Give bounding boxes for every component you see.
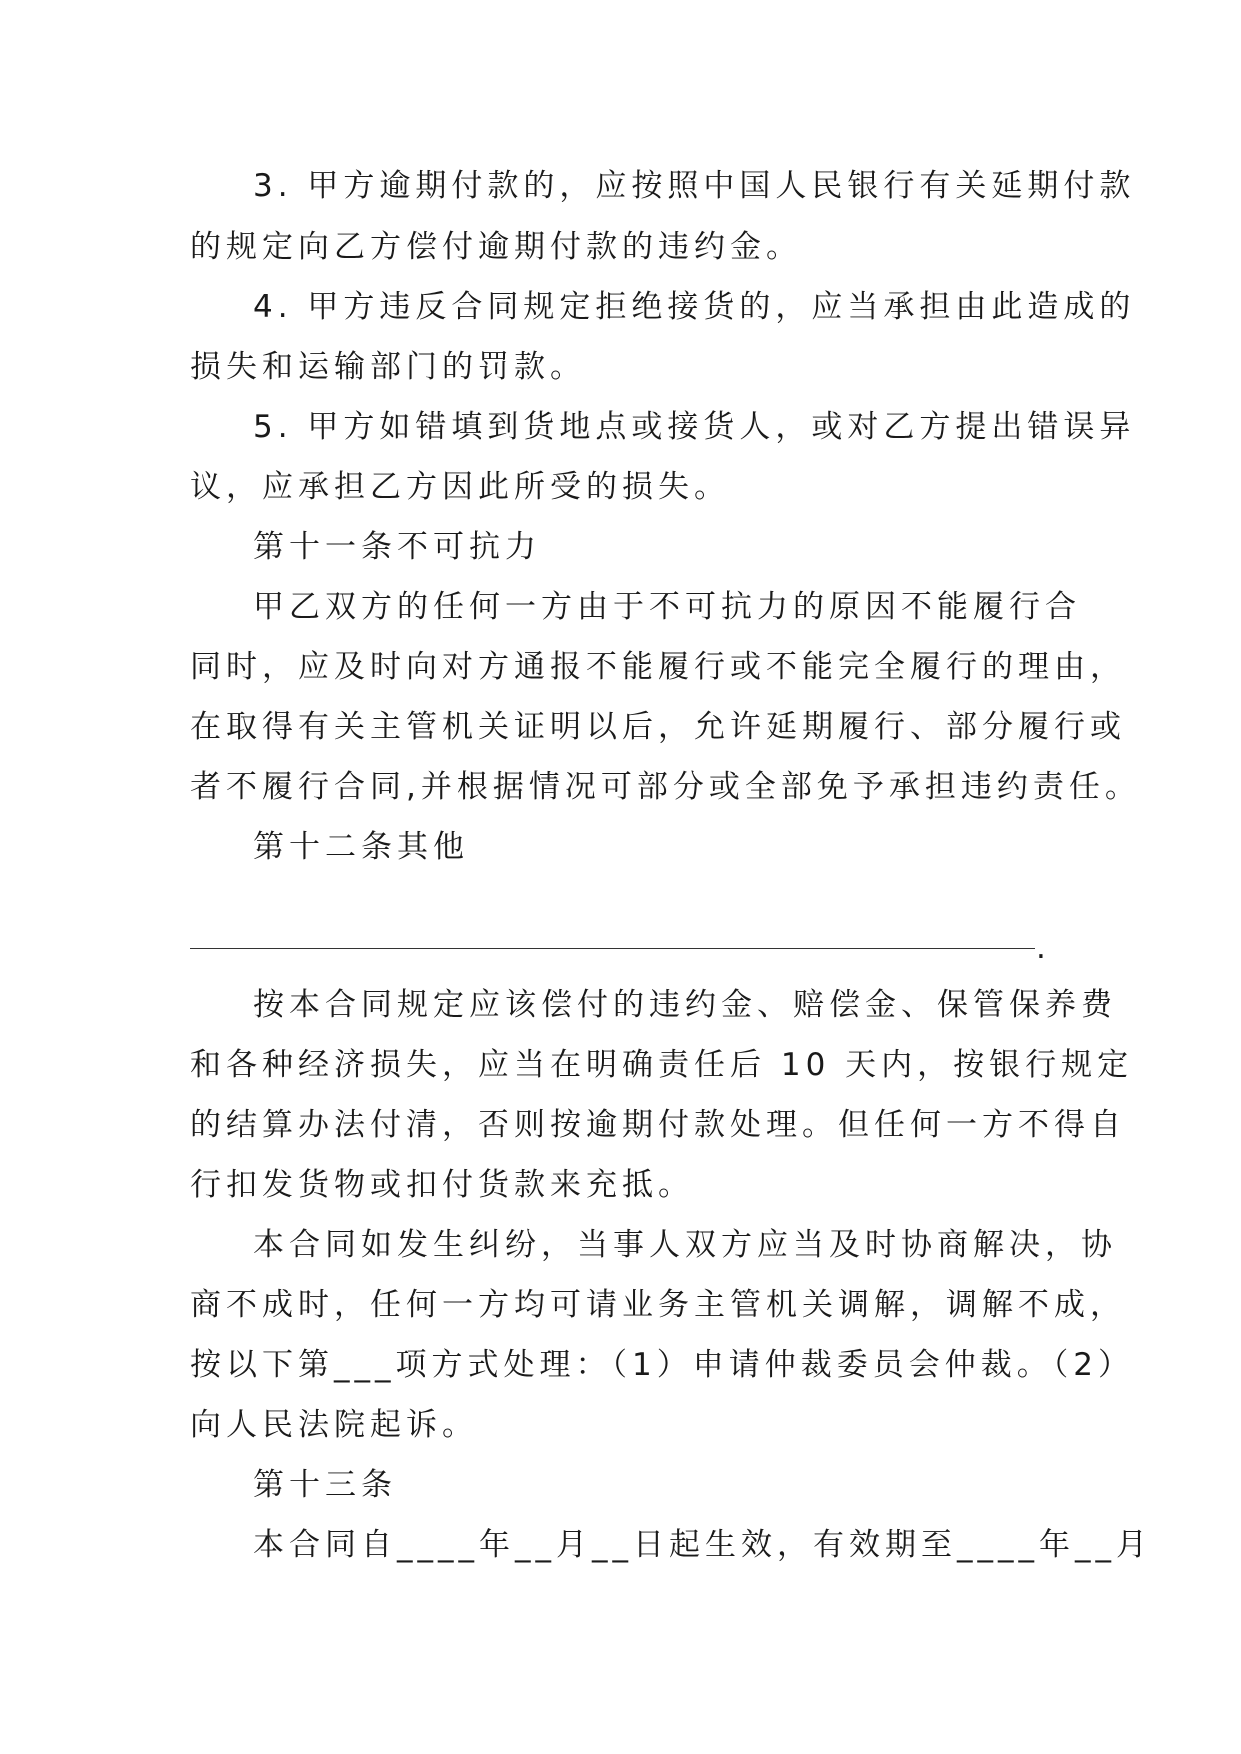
text-line: 损失和运输部门的罚款。: [190, 349, 586, 385]
text-line: 5. 甲方如错填到货地点或接货人，或对乙方提出错误异: [253, 409, 1136, 445]
text-line: 行扣发货物或扣付货款来充抵。: [190, 1167, 694, 1203]
blank-line-end: .: [1036, 930, 1046, 966]
text-line: 本合同如发生纠纷，当事人双方应当及时协商解决，协: [253, 1227, 1117, 1263]
section-heading: 第十一条不可抗力: [253, 529, 541, 565]
text-line: 按以下第___项方式处理：（1）申请仲裁委员会仲裁。（2）: [190, 1347, 1134, 1383]
text-line: 议，应承担乙方因此所受的损失。: [190, 469, 730, 505]
text-line: 的规定向乙方偿付逾期付款的违约金。: [190, 229, 802, 265]
text-line: 按本合同规定应该偿付的违约金、赔偿金、保管保养费: [253, 987, 1117, 1023]
text-line: 甲乙双方的任何一方由于不可抗力的原因不能履行合: [253, 589, 1081, 625]
text-line: 向人民法院起诉。: [190, 1407, 478, 1443]
text-line: 的结算办法付清，否则按逾期付款处理。但任何一方不得自: [190, 1107, 1126, 1143]
text-line: 和各种经济损失，应当在明确责任后 10 天内，按银行规定: [190, 1047, 1134, 1083]
section-heading: 第十三条: [253, 1467, 397, 1503]
text-line: 商不成时，任何一方均可请业务主管机关调解，调解不成，: [190, 1287, 1126, 1323]
text-line: 在取得有关主管机关证明以后，允许延期履行、部分履行或: [190, 709, 1126, 745]
text-line: 者不履行合同,并根据情况可部分或全部免予承担违约责任。: [190, 769, 1141, 805]
text-line: 4. 甲方违反合同规定拒绝接货的，应当承担由此造成的: [253, 289, 1136, 325]
blank-fill-line: [190, 948, 1035, 949]
section-heading: 第十二条其他: [253, 829, 469, 865]
text-line: 3. 甲方逾期付款的，应按照中国人民银行有关延期付款: [253, 168, 1136, 204]
text-line: 本合同自____年__月__日起生效，有效期至____年__月: [253, 1527, 1152, 1563]
text-line: 同时，应及时向对方通报不能履行或不能完全履行的理由，: [190, 649, 1126, 685]
